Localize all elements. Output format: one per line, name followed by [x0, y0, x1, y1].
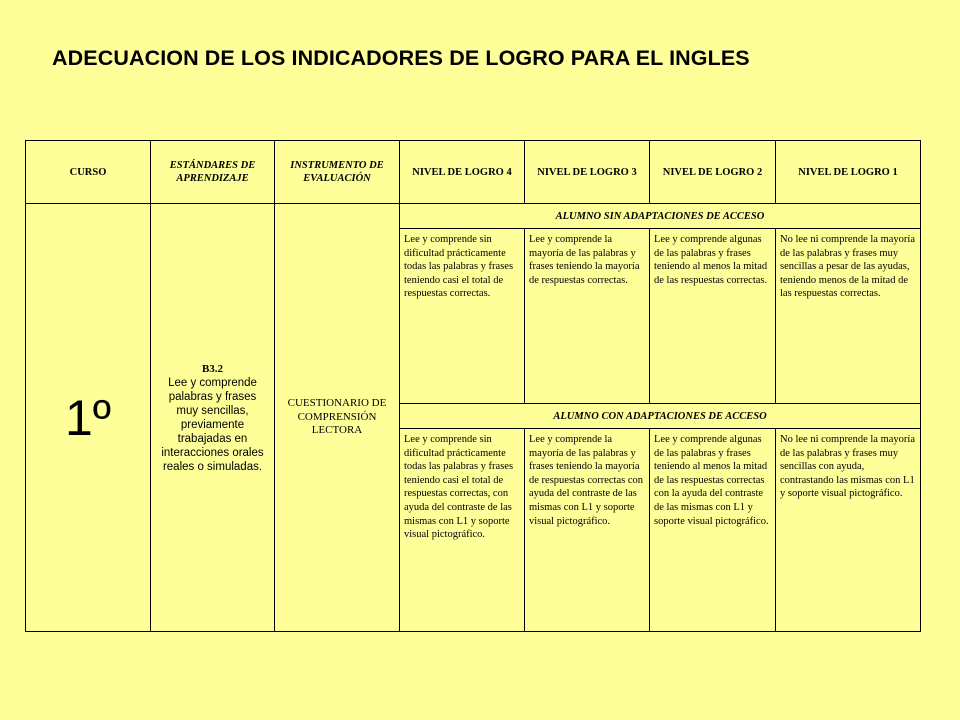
page-title: ADECUACION DE LOS INDICADORES DE LOGRO PARA EL INGLES — [52, 46, 750, 70]
level-3-sin-adaptaciones: Lee y comprende la mayoría de las palabras y frases teniendo la mayoría de respuestas correctas. — [525, 229, 650, 404]
curso-cell: 1º — [26, 204, 151, 632]
instrumento-cell: CUESTIONARIO DE COMPRENSIÓN LECTORA — [275, 204, 400, 632]
level-2-sin-adaptaciones: Lee y comprende algunas de las palabras y frases teniendo al menos la mitad de las respuestas correctas. — [650, 229, 776, 404]
level-4-con-adaptaciones: Lee y comprende sin dificultad prácticamente todas las palabras y frases teniendo casi el total de respuestas correctas, con ayuda del contraste de las mismas con L1 y soporte visual pictográfico. — [400, 429, 525, 632]
header-nivel-3: NIVEL DE LOGRO 3 — [525, 141, 650, 204]
level-2-con-adaptaciones: Lee y comprende algunas de las palabras y frases teniendo al menos la mitad de las respuestas correctas con la ayuda del contraste de las mismas con L1 y soporte visual pictográfico. — [650, 429, 776, 632]
section-title-con-adaptaciones: ALUMNO CON ADAPTACIONES DE ACCESO — [400, 404, 921, 429]
estandar-cell — [151, 204, 275, 632]
level-3-con-adaptaciones: Lee y comprende la mayoría de las palabras y frases teniendo la mayoría de respuestas correctas con ayuda del contraste de las mismas con L1 y soporte visual pictográfico. — [525, 429, 650, 632]
header-nivel-4: NIVEL DE LOGRO 4 — [400, 141, 525, 204]
level-1-sin-adaptaciones: No lee ni comprende la mayoría de las palabras y frases muy sencillas a pesar de las ayudas, teniendo menos de la mitad de las respuestas correctas. — [776, 229, 921, 404]
achievement-indicators-table — [25, 140, 921, 632]
header-instrumento: INSTRUMENTO DE EVALUACIÓN — [275, 141, 400, 204]
header-estandares: ESTÁNDARES DE APRENDIZAJE — [151, 141, 275, 204]
header-nivel-2: NIVEL DE LOGRO 2 — [650, 141, 776, 204]
level-4-sin-adaptaciones: Lee y comprende sin dificultad prácticamente todas las palabras y frases teniendo casi el total de respuestas correctas. — [400, 229, 525, 404]
level-1-con-adaptaciones: No lee ni comprende la mayoría de las palabras y frases muy sencillas con ayuda, contrastando las mismas con L1 y soporte visual pictográfico. — [776, 429, 921, 632]
estandar-text: Lee y comprende palabras y frases muy sencillas, previamente trabajadas en interacciones orales reales o simuladas. — [161, 376, 264, 473]
header-nivel-1: NIVEL DE LOGRO 1 — [776, 141, 921, 204]
header-row — [26, 141, 921, 204]
estandar-code: B3.2 — [201, 362, 224, 375]
header-curso: CURSO — [26, 141, 151, 204]
section-title-sin-adaptaciones: ALUMNO SIN ADAPTACIONES DE ACCESO — [400, 204, 921, 229]
section-row-sin-adaptaciones — [26, 204, 921, 229]
